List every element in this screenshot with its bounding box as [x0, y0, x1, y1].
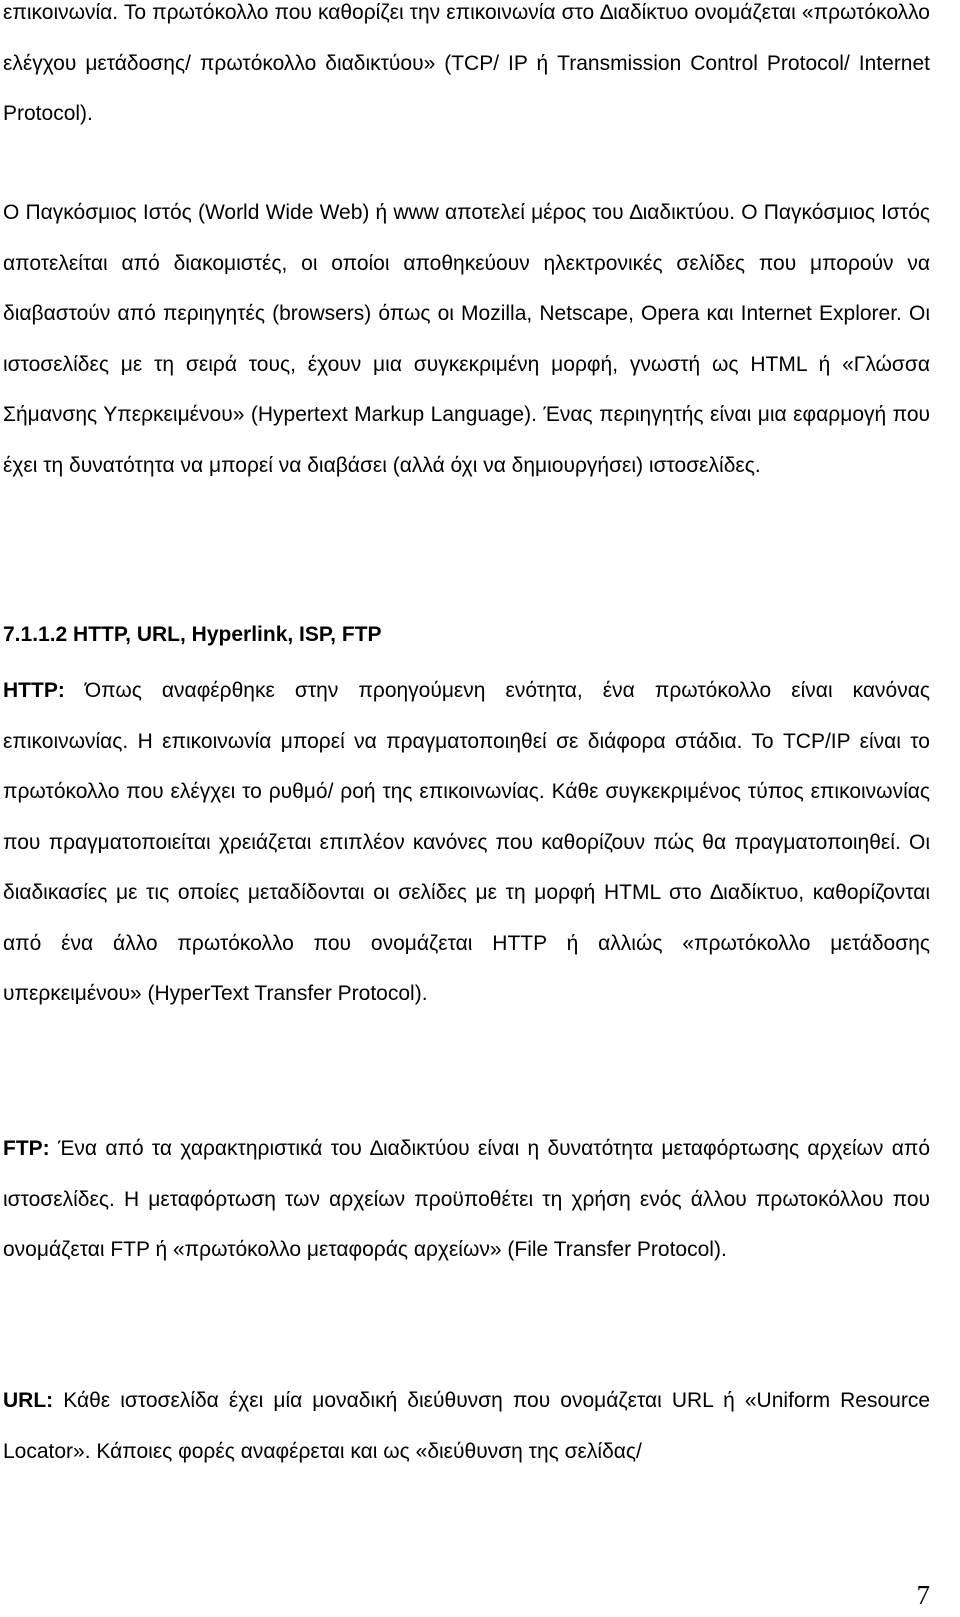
ftp-text: Ένα από τα χαρακτηριστικά του ∆ιαδικτύου είναι η δυνατότητα μεταφόρτωσης αρχείων από ιστοσελίδες. Η μεταφόρτωση των αρχείων προϋποθέτει τη χρήση ενός άλλου πρωτοκόλλου που ονομάζεται FTP ή «πρωτόκολλο μεταφοράς αρχείων» (File Transfer Protocol). [3, 1137, 930, 1261]
section-heading: 7.1.1.2 HTTP, URL, Hyperlink, ISP, FTP [3, 623, 382, 646]
paragraph-url [3, 1376, 930, 1477]
page-number: 7 [916, 1580, 930, 1610]
http-text: Όπως αναφέρθηκε στην προηγούμενη ενότητα, ένα πρωτόκολλο είναι κανόνας επικοινωνίας. Η επικοινωνία μπορεί να πραγματοποιηθεί σε διάφορα στάδια. Το TCP/IP είναι το πρωτόκολλο που ελέγχει το ρυθμό/ ροή της επικοινωνίας. Κάθε συγκεκριμένος τύπος επικοινωνίας που πραγματοποιείται χρειάζεται επιπλέον κανόνες που καθορίζουν πώς θα πραγματοποιηθεί. Οι διαδικασίες με τις οποίες μεταδίδονται οι σελίδες με τη μορφή HTML στο ∆ιαδίκτυο, καθορίζονται από ένα άλλο πρωτόκολλο που ονομάζεται HTTP ή αλλιώς «πρωτόκολλο μετάδοσης υπερκειμένου» (HyperText Transfer Protocol). [3, 679, 930, 1005]
paragraph-http [3, 666, 930, 1020]
http-label: HTTP: [3, 679, 65, 702]
paragraph-ftp [3, 1124, 930, 1276]
paragraph-tcp-ip: επικοινωνία. Το πρωτόκολλο που καθορίζει την επικοινωνία στο ∆ιαδίκτυο ονομάζεται «πρωτόκολλο ελέγχου μετάδοσης/ πρωτόκολλο διαδικτύου» (TCP/ IP ή Transmission Control Protocol/ Internet Protocol). [3, 1, 930, 125]
paragraph-world-wide-web: Ο Παγκόσμιος Ιστός (World Wide Web) ή www αποτελεί μέρος του ∆ιαδικτύου. Ο Παγκόσμιος Ιστός αποτελείται από διακομιστές, οι οποίοι αποθηκεύουν ηλεκτρονικές σελίδες που μπορούν να διαβαστούν από περιηγητές (browsers) όπως οι Mozilla, Netscape, Opera και Internet Explorer. Οι ιστοσελίδες με τη σειρά τους, έχουν μια συγκεκριμένη μορφή, γνωστή ως HTML ή «Γλώσσα Σήμανσης Υπερκειμένου» (Hypertext Markup Language). Ένας περιηγητής είναι μια εφαρμογή που έχει τη δυνατότητα να μπορεί να διαβάσει (αλλά όχι να δημιουργήσει) ιστοσελίδες. [3, 201, 930, 477]
url-text: Κάθε ιστοσελίδα έχει μία μοναδική διεύθυνση που ονομάζεται URL ή «Uniform Resource Locator». Κάποιες φορές αναφέρεται και ως «διεύθυνση της σελίδας/ [3, 1389, 930, 1463]
url-label: URL: [3, 1389, 54, 1412]
ftp-label: FTP: [3, 1137, 50, 1160]
